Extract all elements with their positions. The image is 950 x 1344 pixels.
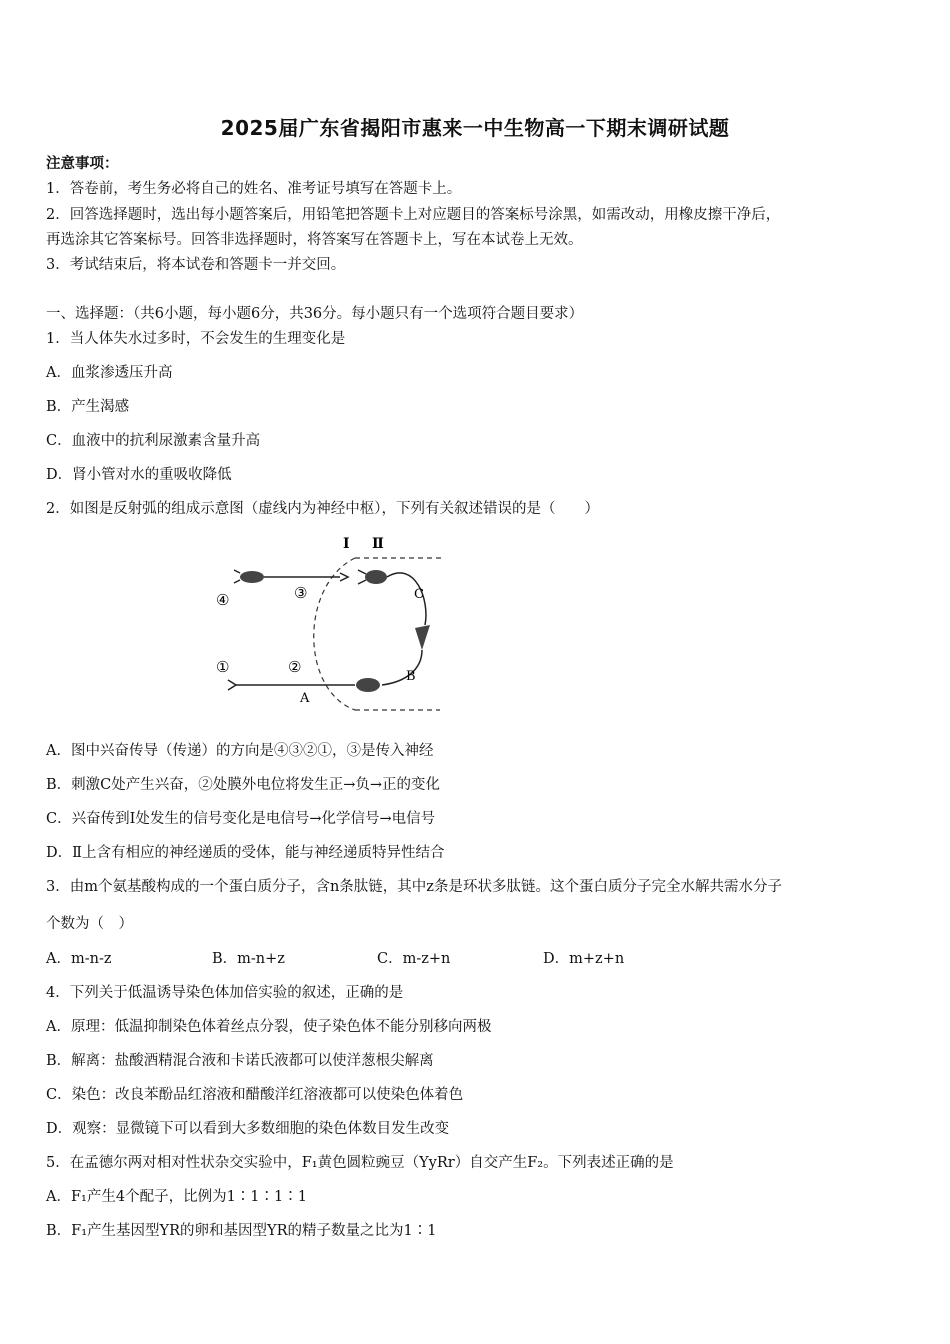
notice-item: 2．回答选择题时，选出每小题答案后，用铅笔把答题卡上对应题目的答案标号涂黑，如需改动，用橡皮擦干净后， [46, 207, 781, 223]
interneuron-body-middle [415, 625, 430, 650]
option-d: D．观察：显微镜下可以看到大多数细胞的染色体数目发生改变 [46, 1121, 450, 1137]
option-d: D．m+z+n [543, 951, 625, 967]
option-d: D．Ⅱ上含有相应的神经递质的受体，能与神经递质特异性结合 [46, 845, 445, 861]
neural-center-boundary [314, 558, 355, 710]
option-c: C．兴奋传到Ⅰ处发生的信号变化是电信号→化学信号→电信号 [46, 811, 436, 827]
notice-heading: 注意事项： [46, 155, 119, 172]
question-stem: 2．如图是反射弧的组成示意图（虚线内为神经中枢），下列有关叙述错误的是（ ） [46, 501, 599, 517]
notice-item: 1．答卷前，考生务必将自己的姓名、准考证号填写在答题卡上。 [46, 181, 462, 197]
option-b: B．解离：盐酸酒精混合液和卡诺氏液都可以使洋葱根尖解离 [46, 1053, 434, 1069]
label-I: Ⅰ [343, 536, 350, 552]
section-heading: 一、选择题：（共6小题，每小题6分，共36分。每小题只有一个选项符合题目要求） [46, 306, 584, 322]
option-a: A．m-n-z [46, 951, 112, 967]
option-b: B．F₁产生基因型YR的卵和基因型YR的精子数量之比为1∶1 [46, 1223, 437, 1239]
synapse-I [340, 573, 348, 581]
label-B: B [406, 669, 416, 684]
option-a: A．图中兴奋传导（传递）的方向是④③②①，③是传入神经 [46, 743, 434, 759]
label-C: C [414, 587, 424, 602]
afferent-neuron-body [356, 678, 380, 692]
question-stem: 3．由m个氨基酸构成的一个蛋白质分子，含n条肽链，其中z条是环状多肽链。这个蛋白质分子完全水解共需水分子 [46, 879, 782, 895]
label-A: A [300, 691, 310, 706]
reflex-arc-diagram [200, 530, 450, 715]
option-a: A．原理：低温抑制染色体着丝点分裂，使子染色体不能分别移向两极 [46, 1019, 492, 1035]
notice-item: 再选涂其它答案标号。回答非选择题时，将答案写在答题卡上，写在本试卷上无效。 [46, 232, 583, 248]
option-c: C．染色：改良苯酚品红溶液和醋酸洋红溶液都可以使染色体着色 [46, 1087, 464, 1103]
label-4: ④ [216, 591, 230, 609]
receptor-ending [228, 680, 236, 690]
option-b: B．产生渴感 [46, 399, 130, 415]
option-c: C．血液中的抗利尿激素含量升高 [46, 433, 261, 449]
question-stem: 5．在孟德尔两对相对性状杂交实验中，F₁黄色圆粒豌豆（YyRr）自交产生F₂。下列表述正确的是 [46, 1155, 674, 1171]
question-stem: 4．下列关于低温诱导染色体加倍实验的叙述，正确的是 [46, 985, 404, 1001]
option-c: C．m-z+n [377, 951, 451, 967]
option-b: B．m-n+z [212, 951, 285, 967]
option-a: A．血浆渗透压升高 [46, 365, 173, 381]
effector-ending [234, 570, 240, 583]
interneuron-axon [382, 650, 422, 685]
option-d: D．肾小管对水的重吸收降低 [46, 467, 232, 483]
page-title: 2025届广东省揭阳市惠来一中生物高一下期末调研试题 [220, 116, 730, 140]
efferent-neuron-body [240, 571, 264, 583]
notice-item: 3．考试结束后，将本试卷和答题卡一并交回。 [46, 257, 346, 273]
interneuron-body-top [365, 570, 387, 584]
option-b: B．刺激C处产生兴奋，②处膜外电位将发生正→负→正的变化 [46, 777, 441, 793]
question-stem: 1．当人体失水过多时，不会发生的生理变化是 [46, 331, 346, 347]
label-II: Ⅱ [372, 536, 384, 552]
question-stem-continued: 个数为（ ） [46, 916, 133, 932]
label-3: ③ [294, 584, 308, 602]
interneuron-dendrite [358, 570, 366, 584]
label-1: ① [216, 658, 230, 676]
label-2: ② [288, 658, 302, 676]
option-a: A．F₁产生4个配子，比例为1∶1∶1∶1 [46, 1189, 307, 1205]
